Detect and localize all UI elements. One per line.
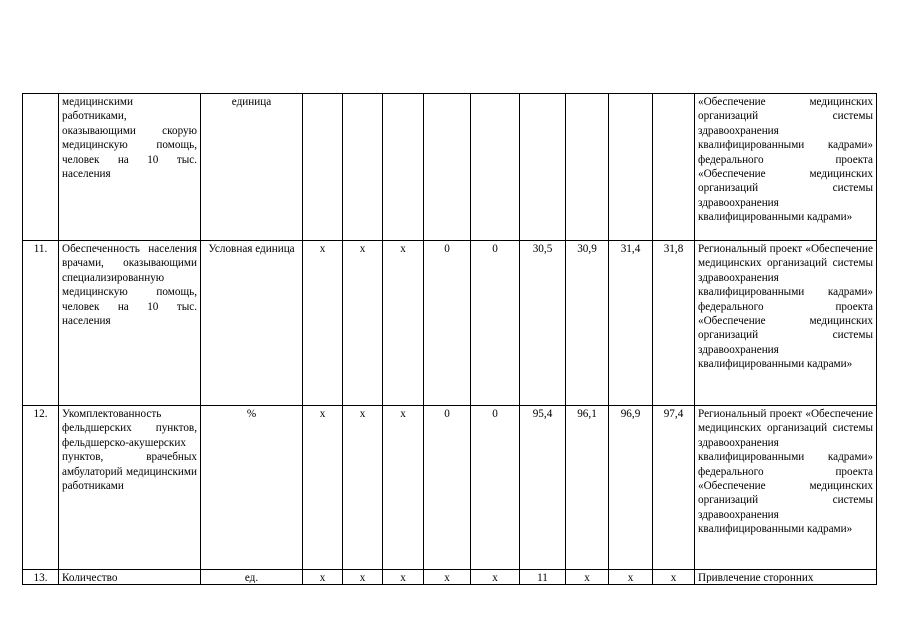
value-cell: х [343, 241, 383, 406]
value-cell: х [383, 241, 424, 406]
table-row [23, 570, 877, 585]
value-cell [471, 94, 520, 241]
value-cell [566, 94, 609, 241]
value-cell [653, 94, 695, 241]
source-cell: Региональный проект «Обеспечение медицинских организаций системы здравоохранения квалифицированными кадрами» федерального проекта «Обеспечение медицинских организаций системы здравоохранения квалифицированными кадрами» [695, 406, 877, 570]
source-cell: Региональный проект «Обеспечение медицинских организаций системы здравоохранения квалифицированными кадрами» федерального проекта «Обеспечение медицинских организаций системы здравоохранения квалифицированными кадрами» [695, 241, 877, 406]
unit-cell: единица [201, 94, 303, 241]
value-cell: 31,8 [653, 241, 695, 406]
value-cell [424, 94, 471, 241]
value-cell: 30,9 [566, 241, 609, 406]
value-cell: х [303, 570, 343, 585]
table-row [23, 241, 877, 406]
value-cell: 0 [471, 241, 520, 406]
value-cell: х [383, 570, 424, 585]
value-cell: 96,9 [609, 406, 653, 570]
value-cell: х [303, 241, 343, 406]
indicators-table [22, 93, 877, 585]
value-cell: х [383, 406, 424, 570]
indicator-name-cell: медицинскими работниками, оказывающими скорую медицинскую помощь, человек на 10 тыс. населения [59, 94, 201, 241]
value-cell: х [653, 570, 695, 585]
value-cell: 11 [520, 570, 566, 585]
value-cell: х [471, 570, 520, 585]
value-cell [520, 94, 566, 241]
value-cell: 95,4 [520, 406, 566, 570]
value-cell [303, 94, 343, 241]
row-number-cell: 12. [23, 406, 59, 570]
source-cell: Привлечение сторонних [695, 570, 877, 585]
value-cell: х [566, 570, 609, 585]
indicator-name-cell: Обеспеченность населения врачами, оказывающими специализированную медицинскую помощь, человек на 10 тыс. населения [59, 241, 201, 406]
row-number-cell: 11. [23, 241, 59, 406]
value-cell: 30,5 [520, 241, 566, 406]
unit-cell: Условная единица [201, 241, 303, 406]
value-cell: 31,4 [609, 241, 653, 406]
value-cell: х [343, 406, 383, 570]
indicator-name-cell: Укомплектованность фельдшерских пунктов, фельдшерско-акушерских пунктов, врачебных амбулаторий медицинскими работниками [59, 406, 201, 570]
row-number-cell [23, 94, 59, 241]
indicator-name-cell: Количество [59, 570, 201, 585]
value-cell: 0 [471, 406, 520, 570]
value-cell [609, 94, 653, 241]
value-cell: 0 [424, 406, 471, 570]
value-cell: х [609, 570, 653, 585]
value-cell [343, 94, 383, 241]
row-number-cell: 13. [23, 570, 59, 585]
source-cell: «Обеспечение медицинских организаций системы здравоохранения квалифицированными кадрами» федерального проекта «Обеспечение медицинских организаций системы здравоохранения квалифицированными кадрами» [695, 94, 877, 241]
unit-cell: ед. [201, 570, 303, 585]
value-cell: 0 [424, 241, 471, 406]
unit-cell: % [201, 406, 303, 570]
value-cell: 96,1 [566, 406, 609, 570]
value-cell: 97,4 [653, 406, 695, 570]
table-row [23, 94, 877, 241]
value-cell: х [343, 570, 383, 585]
table-row [23, 406, 877, 570]
value-cell [383, 94, 424, 241]
value-cell: х [424, 570, 471, 585]
value-cell: х [303, 406, 343, 570]
